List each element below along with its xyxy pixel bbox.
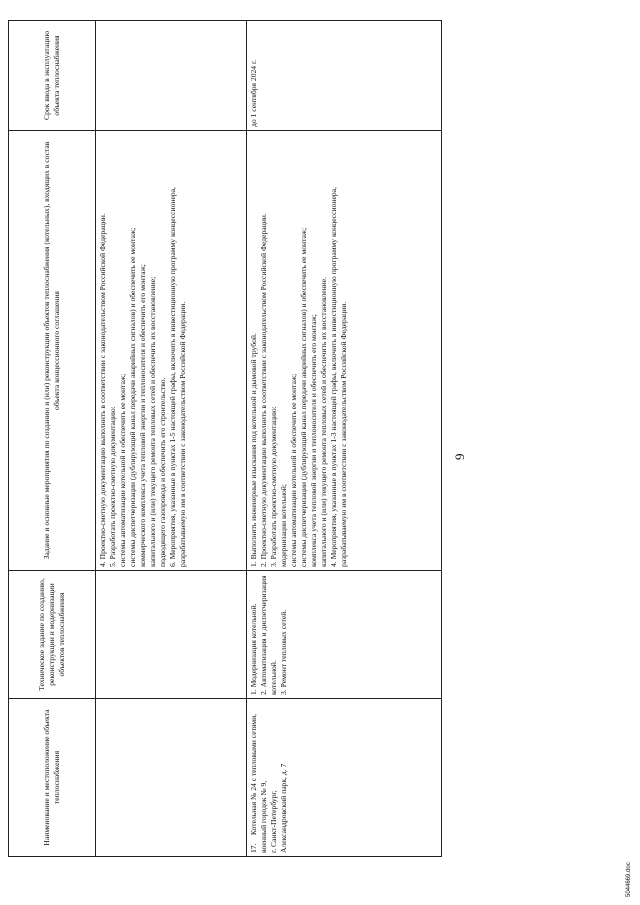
- cell-empty-deadline: [96, 21, 247, 131]
- text-line: системы диспетчеризации (дублирующий канал передачи аварийных сигналов) и обеспечить ее монтаж;: [128, 227, 137, 567]
- text-line: 3. Ремонт тепловых сетей.: [279, 609, 288, 695]
- cell-tasks: [247, 131, 442, 571]
- text-line: Котельная № 24 с тепловыми сетями, военный городок № 9,: [249, 713, 268, 853]
- concession-table: [8, 20, 442, 857]
- text-line: модернизации котельной;: [279, 484, 288, 567]
- text-line: 2. Автоматизация и диспетчеризация котельной.: [259, 575, 278, 695]
- text-line: капитального и (или) текущего ремонта тепловых сетей и обеспечить их восстановление;: [148, 276, 157, 567]
- page-number: 9: [452, 453, 467, 460]
- header-deadline: Срок ввода в эксплуатацию объекта теплоснабжения: [9, 21, 96, 131]
- cell-tech-task: [247, 571, 442, 699]
- header-tech-task: Техническое задание по созданию, реконструкции и модернизации объектов теплоснабжения: [9, 571, 96, 699]
- cell-empty-tech: [96, 571, 247, 699]
- text-line: 1. Модернизация котельной.: [249, 603, 258, 695]
- text-line: 5. Разработать проектно-сметную документацию:: [108, 406, 117, 567]
- text-line: 2. Проектно-сметную документацию выполнить в соответствии с законодательством Российской Федерации.: [259, 213, 268, 567]
- text-line: Александровский парк, д. 7: [279, 763, 288, 853]
- text-line: коммерческого комплекса учета тепловой энергии и теплоносителя и обеспечить его монтаж;: [138, 264, 147, 567]
- text-line: 1. Выполнить инженерные изыскания под котельной и дымовой трубой.: [249, 333, 258, 567]
- table-row-17: [247, 21, 442, 857]
- text-line: г. Санкт-Петербург,: [269, 790, 278, 853]
- footer-filename: 5044669.doc: [626, 862, 632, 897]
- header-name: Наименование и местоположение объекта теплоснабжения: [9, 699, 96, 857]
- text-line: 4. Мероприятия, указанные в пунктах 1-3 настоящей графы, включить в инвестиционную программу концессионера, разрабатываемую им в соответствии с законодательством Российской Федерации.: [329, 187, 348, 567]
- cell-continuation-tasks: [96, 131, 247, 571]
- table-header-row: [9, 21, 96, 857]
- text-line: капитального и (или) текущего ремонта тепловых сетей и обеспечить их восстановление.: [319, 277, 328, 567]
- text-line: 4. Проектно-сметную документацию выполнить в соответствии с законодательством Российской Федерации.: [98, 213, 107, 567]
- text-line: системы диспетчеризации (дублирующий канал передачи аварийных сигналов) и обеспечить ее монтаж;: [299, 227, 308, 567]
- text-line: подводящего газопровода и обеспечить его строительство.: [158, 377, 167, 567]
- row-number: 17.: [249, 843, 258, 853]
- text-line: системы автоматизации котельной и обеспечить ее монтаж;: [289, 373, 298, 567]
- cell-deadline: до 1 сентября 2024 г.: [247, 21, 442, 131]
- text-line: 6. Мероприятия, указанные в пунктах 1-5 настоящей графы, включить в инвестиционную программу концессионера, разрабатываемую им в соответствии с законодательством Российской Федерации.: [168, 187, 187, 567]
- text-line: 3. Разработать проектно-сметную документацию:: [269, 406, 278, 567]
- cell-object-name: [247, 699, 442, 857]
- header-tasks: Задание и основные мероприятия по созданию и (или) реконструкции объектов теплоснабжения (котельных), входящих в состав объекта концессионного соглашения: [9, 131, 96, 571]
- text-line: системы автоматизации котельной и обеспечить ее монтаж;: [118, 373, 127, 567]
- text-line: комплекса учета тепловой энергии и теплоносителя и обеспечить его монтаж;: [309, 314, 318, 567]
- cell-empty-name: [96, 699, 247, 857]
- table-row-continuation: [96, 21, 247, 857]
